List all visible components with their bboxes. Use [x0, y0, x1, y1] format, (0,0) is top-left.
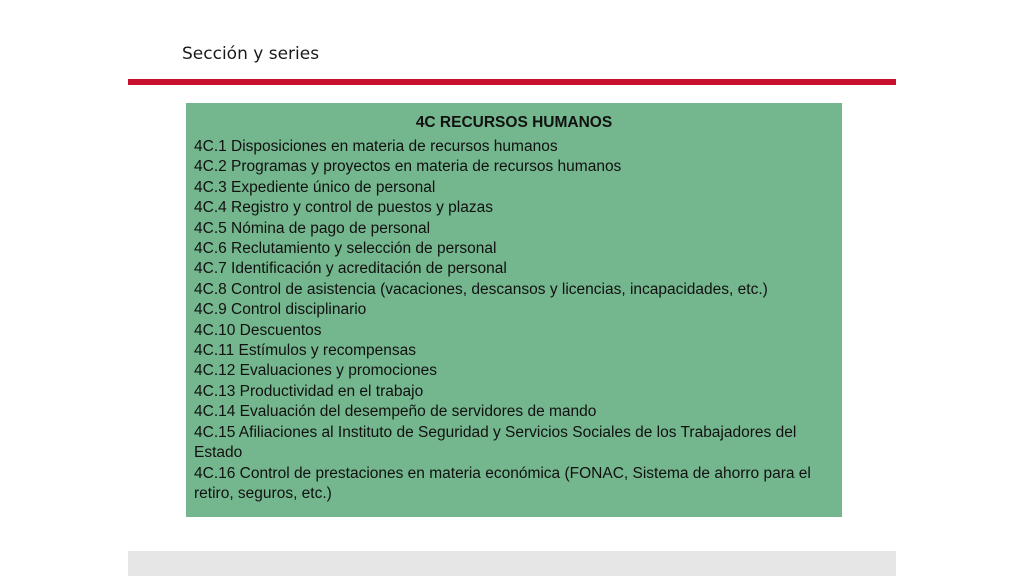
series-item: 4C.5 Nómina de pago de personal: [194, 219, 431, 237]
series-item: 4C.7 Identificación y acreditación de personal: [194, 260, 507, 278]
series-item: 4C.2 Programas y proyectos en materia de recursos humanos: [194, 158, 622, 176]
title-divider: [128, 79, 896, 85]
series-box: [186, 103, 842, 517]
slide-title: Sección y series: [182, 44, 320, 64]
series-item: 4C.11 Estímulos y recompensas: [194, 342, 416, 360]
series-item: 4C.4 Registro y control de puestos y plazas: [194, 199, 493, 217]
series-item: 4C.12 Evaluaciones y promociones: [194, 362, 437, 380]
series-item: 4C.16 Control de prestaciones en materia económica (FONAC, Sistema de ahorro para el retiro, seguros, etc.): [194, 464, 811, 502]
footer-bar: [128, 551, 896, 576]
section-heading: 4C RECURSOS HUMANOS: [415, 114, 613, 131]
series-item: 4C.6 Reclutamiento y selección de personal: [194, 240, 497, 258]
series-item: 4C.9 Control disciplinario: [194, 301, 367, 319]
series-item: 4C.10 Descuentos: [194, 321, 322, 339]
series-item: 4C.15 Afiliaciones al Instituto de Seguridad y Servicios Sociales de los Trabajadores del Estado: [194, 423, 797, 462]
series-item: 4C.14 Evaluación del desempeño de servidores de mando: [194, 403, 597, 421]
series-item: 4C.1 Disposiciones en materia de recursos humanos: [194, 138, 558, 155]
series-item: 4C.8 Control de asistencia (vacaciones, descansos y licencias, incapacidades, etc.): [194, 280, 768, 298]
series-list: [194, 137, 834, 504]
series-item: 4C.13 Productividad en el trabajo: [194, 382, 424, 400]
series-item: 4C.3 Expediente único de personal: [194, 178, 436, 196]
